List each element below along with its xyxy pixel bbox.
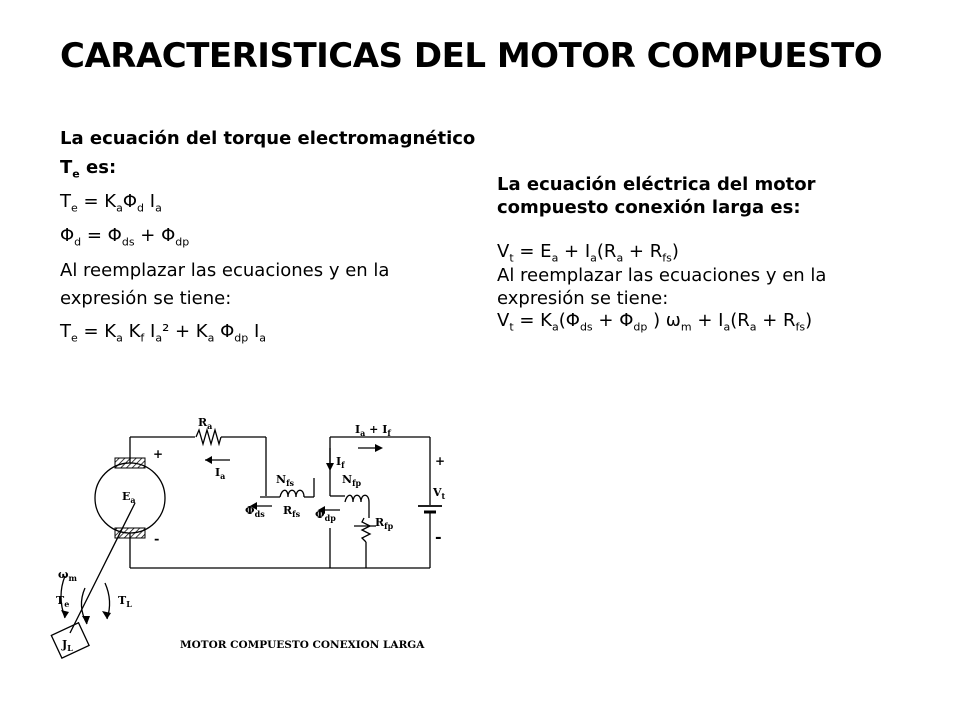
rfp-label: $R_{fp}$ — [375, 516, 394, 531]
te-label: $T_e$ — [56, 594, 70, 609]
tl-label: $T_L$ — [118, 594, 132, 609]
source-minus-sign: - — [435, 527, 442, 546]
rfs-label: $R_{fs}$ — [283, 504, 301, 519]
ia-label: $I_a$ — [215, 466, 226, 481]
final-voltage-equation: $V_t = K_a(\Phi_{ds} + \Phi_{dp}$ ) $\omega_m + I_a(R_a + R_{fs})$ — [497, 310, 813, 334]
torque-equation-section — [60, 128, 480, 345]
source-plus-sign: + — [435, 454, 446, 468]
phi-dp-label: $\Phi_{dp}$ — [315, 508, 336, 523]
nfs-label: $N_{fs}$ — [276, 473, 295, 488]
torque-heading-symbol: $T_e$ es: — [60, 156, 117, 181]
circuit-diagram — [50, 408, 450, 678]
substitution-text-line1: Al reemplazar las ecuaciones y en la — [60, 259, 390, 281]
motor-pole-top — [115, 458, 145, 468]
speed-arrowhead — [61, 610, 69, 618]
motor-shaft — [70, 503, 135, 633]
torque-equation: $T_e = K_a\Phi_d$ $I_a$ — [60, 190, 162, 215]
voltage-equation: $V_t = E_a + I_a(R_a + R_{fs})$ — [497, 241, 679, 265]
substitution-text-line2: expresión se tiene: — [60, 288, 232, 310]
if-label: $I_f$ — [336, 455, 345, 470]
motor-pole-bottom — [115, 528, 145, 538]
substitution-text-line2-right: expresión se tiene: — [497, 287, 669, 309]
tl-arrowhead — [102, 611, 111, 619]
motor-minus-sign: - — [154, 532, 160, 547]
ia-arrowhead — [205, 456, 212, 464]
if-arrowhead — [326, 463, 334, 471]
slide-title: CARACTERISTICAS DEL MOTOR COMPUESTO — [60, 36, 883, 76]
torque-heading: La ecuación del torque electromagnético — [60, 128, 476, 149]
shunt-field-coil — [345, 495, 369, 502]
electrical-heading-line2: compuesto conexión larga es: — [497, 196, 801, 218]
field-rheostat — [362, 518, 370, 542]
nfp-label: $N_{fp}$ — [342, 473, 362, 488]
ra-label: $R_a$ — [198, 416, 213, 431]
diagram-caption: MOTOR COMPUESTO CONEXION LARGA — [180, 639, 425, 651]
iaif-arrowhead — [375, 444, 383, 452]
phi-ds-label: $\Phi_{ds}$ — [245, 504, 265, 519]
final-torque-equation: $T_e = K_a$ $K_f$ $I_a^2 + K_a$ $\Phi_{dp}$ $I_a$ — [60, 320, 267, 345]
armature-resistor — [196, 430, 221, 444]
series-field-coil — [280, 490, 304, 497]
ia-plus-if-label: $I_a + I_f$ — [355, 423, 391, 438]
flux-equation: $\Phi_d = \Phi_{ds} + \Phi_{dp}$ — [60, 225, 190, 249]
ea-label: $E_a$ — [122, 490, 136, 505]
electrical-equation-section — [497, 174, 917, 335]
substitution-text-line1-right: Al reemplazar las ecuaciones y en la — [497, 265, 827, 287]
vt-label: $V_t$ — [433, 486, 446, 501]
wm-label: $\omega_m$ — [58, 568, 77, 583]
jl-label: $J_L$ — [62, 638, 73, 653]
motor-plus-sign: + — [153, 447, 164, 461]
electrical-heading-line1: La ecuación eléctrica del motor — [497, 174, 816, 195]
